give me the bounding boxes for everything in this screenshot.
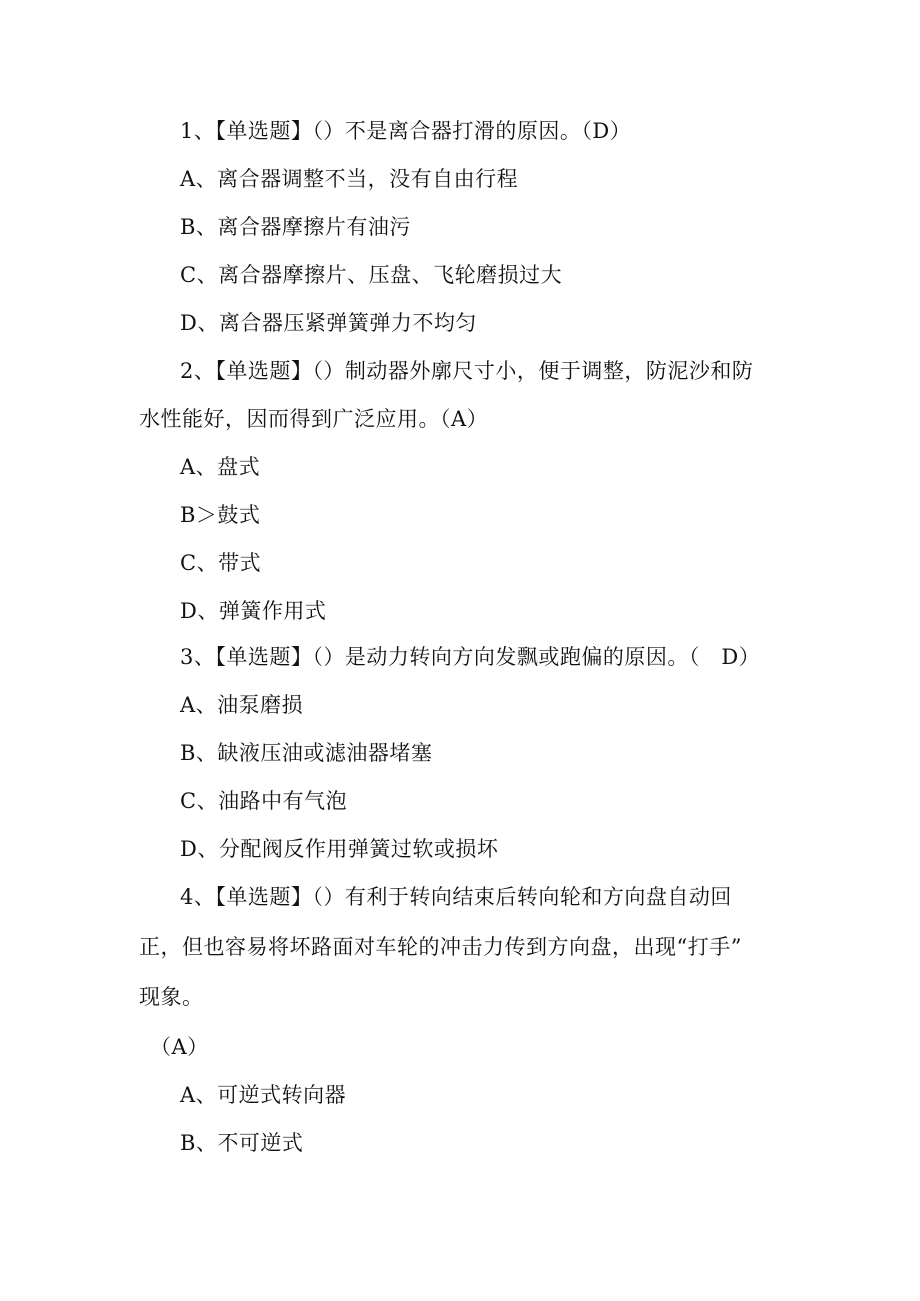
- question-2-option-d: D、弹簧作用式: [180, 599, 327, 623]
- question-4-option-b: B、不可逆式: [180, 1131, 304, 1155]
- question-1-option-d: D、离合器压紧弹簧弹力不均匀: [180, 311, 477, 335]
- question-1-stem: 1、【单选题】（）不是离合器打滑的原因。（D）: [180, 119, 632, 143]
- question-4-option-a: A、可逆式转向器: [180, 1083, 347, 1107]
- question-3-stem: 3、【单选题】（）是动力转向方向发飘或跑偏的原因。（ D）: [180, 645, 761, 669]
- question-2-stem-line-1: 2、【单选题】（）制动器外廓尺寸小，便于调整，防泥沙和防: [180, 359, 754, 383]
- question-4-stem-line-1: 4、【单选题】（）有利于转向结束后转向轮和方向盘自动回: [180, 885, 732, 909]
- question-3-option-b: B、缺液压油或滤油器堵塞: [180, 741, 433, 765]
- question-4-answer: （A）: [150, 1035, 209, 1059]
- question-2-option-a: A、盘式: [180, 455, 261, 479]
- question-3-option-d: D、分配阀反作用弹簧过软或损坏: [180, 837, 499, 861]
- question-4-stem-line-2: 正，但也容易将坏路面对车轮的冲击力传到方向盘，出现“打手”: [139, 935, 742, 959]
- question-3-option-c: C、油路中有气泡: [180, 789, 348, 813]
- question-2-stem-line-2: 水性能好，因而得到广泛应用。（A）: [139, 407, 489, 431]
- question-3-option-a: A、油泵磨损: [180, 693, 304, 717]
- question-1-option-c: C、离合器摩擦片、压盘、飞轮磨损过大: [180, 263, 563, 287]
- question-1-option-a: A、离合器调整不当，没有自由行程: [180, 167, 519, 191]
- question-2-option-c: C、带式: [180, 551, 262, 575]
- question-1-option-b: B、离合器摩擦片有油污: [180, 215, 411, 239]
- question-2-option-b: B＞鼓式: [180, 503, 261, 527]
- question-4-stem-line-3: 现象。: [139, 985, 204, 1009]
